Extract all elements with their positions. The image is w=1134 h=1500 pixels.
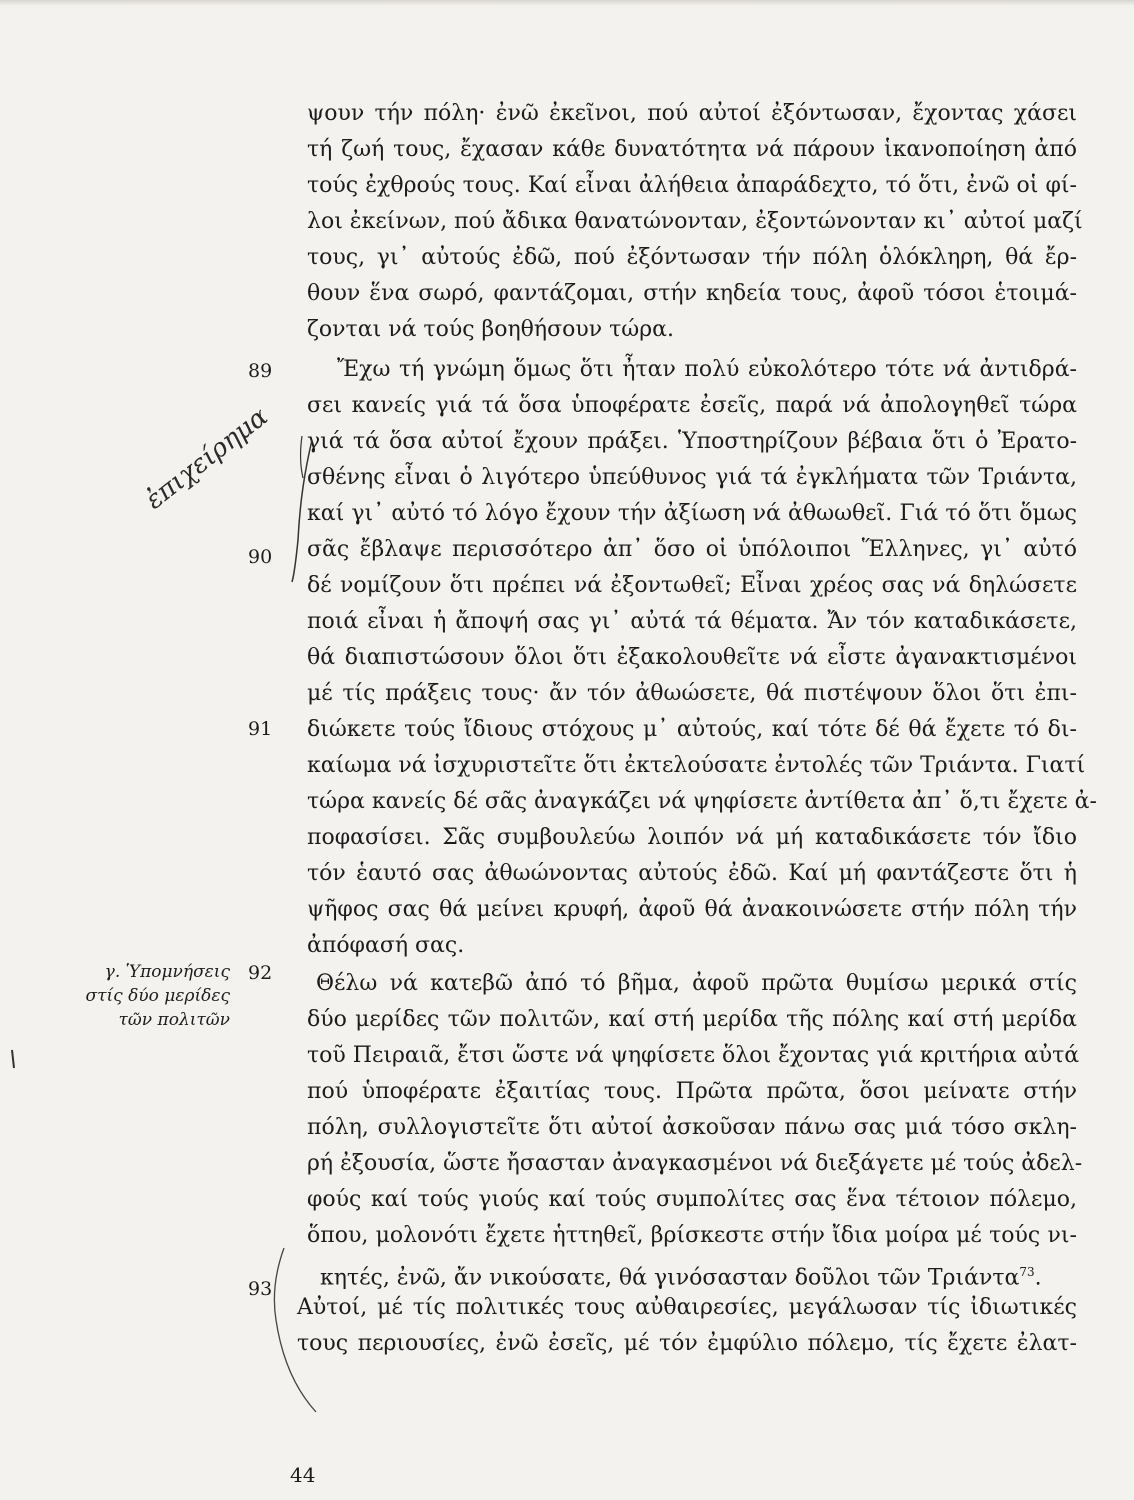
text-line: καί γι᾿ αὐτό τό λόγο ἔχουν τήν ἀξίωση νά ἀθωωθεῖ. Γιά τό ὅτι ὅμως: [307, 501, 1077, 526]
handwritten-word: ἐπιχείρημα: [139, 401, 274, 516]
text-line: θά διαπιστώσουν ὅλοι ὅτι ἐξακολουθεῖτε νά εἶστε ἀγανακτισμένοι: [307, 645, 1077, 670]
text-line: μέ τίς πράξεις τους· ἄν τόν ἀθωώσετε, θά πιστέψουν ὅλοι ὅτι ἐπι-: [307, 681, 1077, 706]
text-line: τοῦ Πειραιᾶ, ἔτσι ὥστε νά ψηφίσετε ὅλοι ἔχοντας γιά κριτήρια αὐτά: [307, 1043, 1080, 1068]
text-line: Θέλω νά κατεβῶ ἀπό τό βῆμα, ἀφοῦ πρῶτα θυμίσω μερικά στίς: [316, 971, 1077, 996]
footnote-marker: 73: [1019, 1265, 1035, 1279]
text-line: Ἔχω τή γνώμη ὅμως ὅτι ἦταν πολύ εὐκολότερο τότε νά ἀντιδρά-: [337, 357, 1077, 382]
text-line: τους περιουσίες, ἐνῶ ἐσεῖς, μέ τόν ἐμφύλιο πόλεμο, τίς ἔχετε ἐλατ-: [297, 1331, 1077, 1356]
text-line-content: κητές, ἐνῶ, ἄν νικούσατε, θά γινόσασταν δοῦλοι τῶν Τριάντα: [320, 1265, 1020, 1291]
text-line: Αὐτοί, μέ τίς πολιτικές τους αὐθαιρεσίες, μεγάλωσαν τίς ἰδιωτικές: [297, 1295, 1077, 1320]
text-line: ζονται νά τούς βοηθήσουν τώρα.: [307, 317, 674, 342]
text-line: δύο μερίδες τῶν πολιτῶν, καί στή μερίδα τῆς πόλης καί στή μερίδα: [307, 1007, 1077, 1032]
text-line: ὅπου, μολονότι ἔχετε ἡττηθεῖ, βρίσκεστε στήν ἴδια μοίρα μέ τούς νι-: [307, 1223, 1077, 1248]
text-line: τή ζωή τους, ἔχασαν κάθε δυνατότητα νά πάρουν ἱκανοποίηση ἀπό: [307, 137, 1077, 162]
text-line: σθένης εἶναι ὁ λιγότερο ὑπεύθυνος γιά τά ἐγκλήματα τῶν Τριάντα,: [307, 465, 1077, 490]
text-line: τώρα κανείς δέ σᾶς ἀναγκάζει νά ψηφίσετε ἀντίθετα ἀπ᾿ ὅ,τι ἔχετε ἀ-: [307, 789, 1097, 814]
page-number: 44: [290, 1463, 316, 1487]
text-line: δέ νομίζουν ὅτι πρέπει νά ἐξοντωθεῖ; Εἶναι χρέος σας νά δηλώσετε: [307, 573, 1077, 598]
page-top-shadow: [0, 0, 1134, 6]
text-line: ποιά εἶναι ἡ ἄποψή σας γι᾿ αὐτά τά θέματα. Ἄν τόν καταδικάσετε,: [307, 609, 1077, 634]
paragraph-number-93: 93: [248, 1278, 273, 1300]
text-line: ψῆφος σας θά μείνει κρυφή, ἀφοῦ θά ἀνακοινώσετε στήν πόλη τήν: [307, 897, 1077, 922]
text-line: καίωμα νά ἰσχυριστεῖτε ὅτι ἐκτελούσατε ἐντολές τῶν Τριάντα. Γιατί: [307, 753, 1086, 778]
text-line: ρή ἐξουσία, ὥστε ἤσασταν ἀναγκασμένοι νά διεξάγετε μέ τούς ἀδελ-: [307, 1151, 1083, 1176]
text-line: ποφασίσει. Σᾶς συμβουλεύω λοιπόν νά μή καταδικάσετε τόν ἴδιο: [307, 825, 1077, 850]
paragraph-number-92: 92: [248, 962, 273, 984]
text-line: λοι ἐκείνων, πού ἄδικα θανατώνονταν, ἐξοντώνονταν κι᾿ αὐτοί μαζί: [307, 209, 1083, 234]
margin-heading: [40, 960, 230, 1032]
margin-heading-line: γ. Ὑπομνήσεις: [104, 962, 230, 982]
text-line: θουν ἕνα σωρό, φαντάζομαι, στήν κηδεία τους, ἀφοῦ τόσοι ἑτοιμά-: [307, 281, 1077, 306]
text-line: γιά τά ὅσα αὐτοί ἔχουν πράξει. Ὑποστηρίζουν βέβαια ὅτι ὁ Ἐρατο-: [307, 429, 1077, 454]
sentence-end-period: .: [1034, 1265, 1042, 1291]
text-line: φούς καί τούς γιούς καί τούς συμπολίτες σας ἕνα τέτοιον πόλεμο,: [307, 1187, 1077, 1212]
margin-heading-line: στίς δύο μερίδες: [85, 986, 230, 1006]
text-line: διώκετε τούς ἴδιους στόχους μ᾿ αὐτούς, καί τότε δέ θά ἔχετε τό δι-: [307, 717, 1077, 742]
text-line: τούς ἐχθρούς τους. Καί εἶναι ἀλήθεια ἀπαράδεχτο, τό ὅτι, ἐνῶ οἱ φί-: [307, 173, 1077, 198]
paragraph-number-90: 90: [248, 546, 273, 568]
text-line: ψουν τήν πόλη· ἐνῶ ἐκεῖνοι, πού αὐτοί ἐξόντωσαν, ἔχοντας χάσει: [307, 101, 1077, 126]
text-line: τους, γι᾿ αὐτούς ἐδῶ, πού ἐξόντωσαν τήν πόλη ὁλόκληρη, θά ἔρ-: [307, 245, 1077, 270]
text-line: σει κανείς γιά τά ὅσα ὑποφέρατε ἐσεῖς, παρά νά ἀπολογηθεῖ τώρα: [307, 393, 1077, 418]
text-line: σᾶς ἔβλαψε περισσότερο ἀπ᾿ ὅσο οἱ ὑπόλοιποι Ἕλληνες, γι᾿ αὐτό: [307, 537, 1077, 562]
text-line: πού ὑποφέρατε ἐξαιτίας τους. Πρῶτα πρῶτα, ὅσοι μείνατε στήν: [307, 1079, 1077, 1104]
text-line: πόλη, συλλογιστεῖτε ὅτι αὐτοί ἀσκοῦσαν πάνω σας μιά τόσο σκλη-: [307, 1115, 1077, 1140]
handwritten-annotation: [138, 392, 318, 532]
paragraph-number-89: 89: [248, 360, 273, 382]
paragraph-number-91: 91: [248, 718, 273, 740]
text-line: τόν ἑαυτό σας ἀθωώνοντας αὐτούς ἐδῶ. Καί μή φαντάζεστε ὅτι ἡ: [307, 861, 1077, 886]
small-pen-mark: [12, 1050, 14, 1068]
text-line: ἀπόφασή σας.: [307, 933, 465, 958]
margin-heading-line: τῶν πολιτῶν: [118, 1010, 230, 1030]
